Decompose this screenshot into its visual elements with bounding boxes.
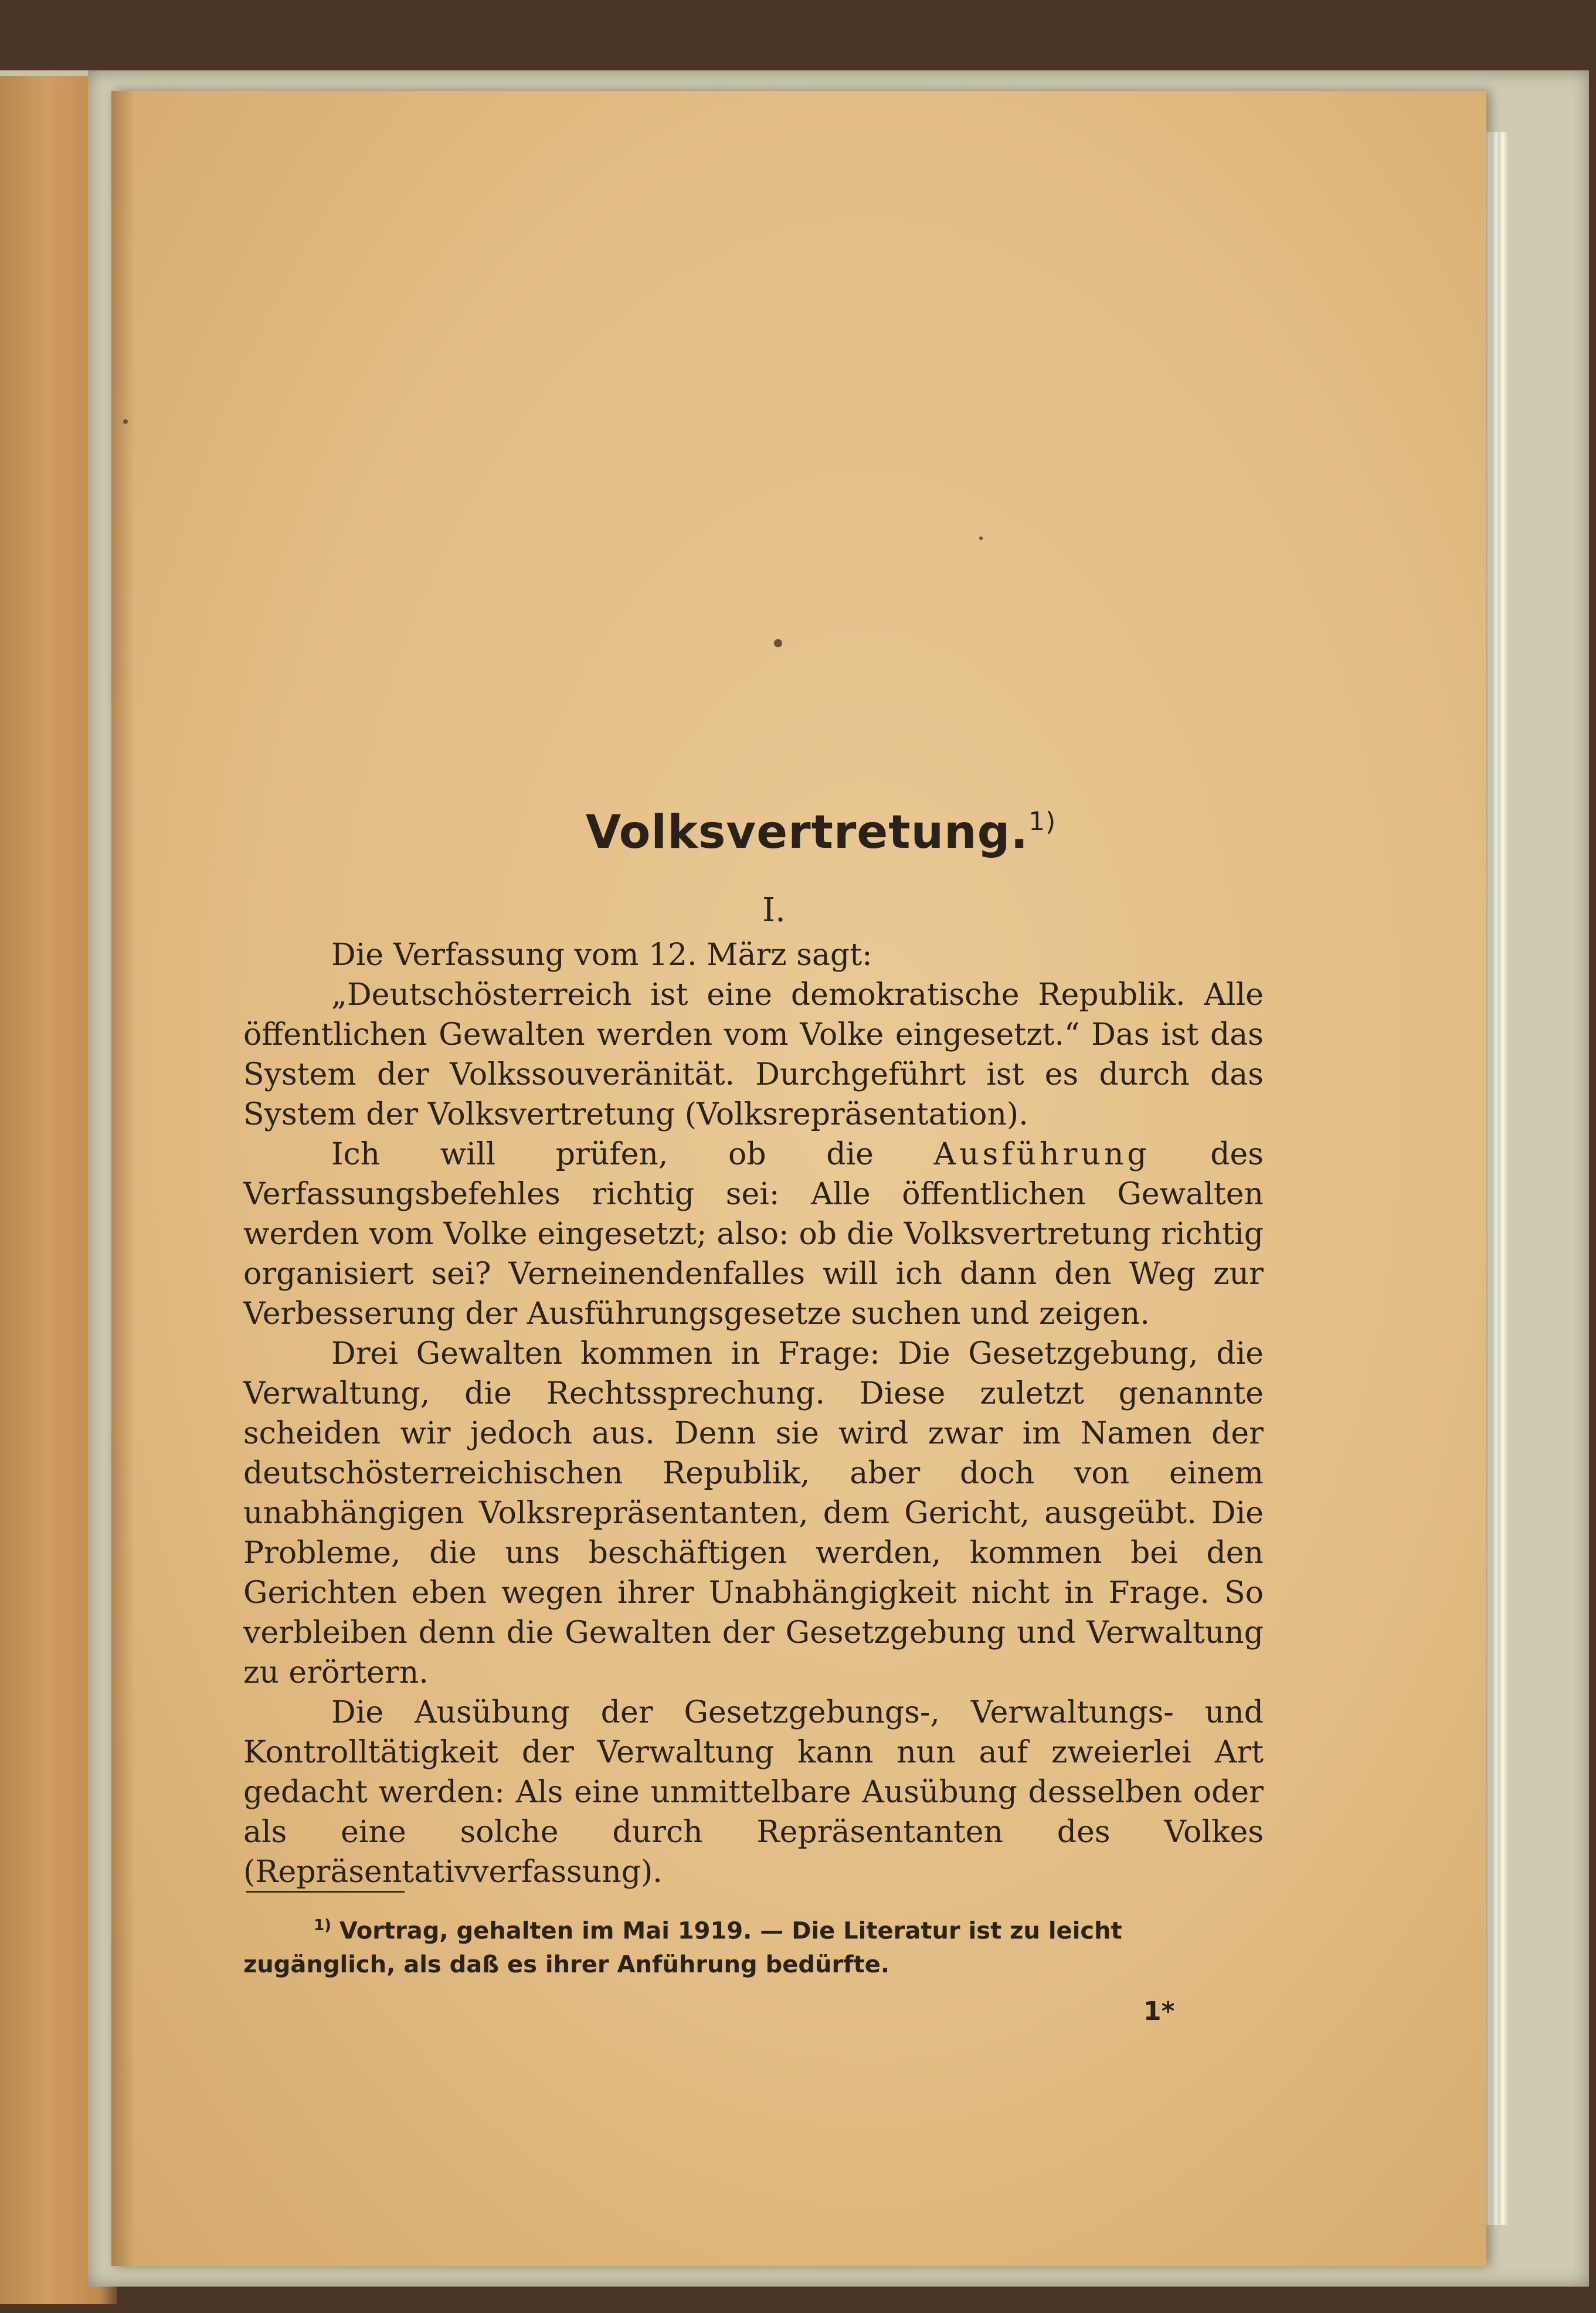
page-number: 1* xyxy=(1143,1996,1175,2026)
emphasized-word: Ausführung xyxy=(933,1137,1150,1172)
paper-speck xyxy=(123,419,128,424)
book-page xyxy=(111,91,1486,2266)
paragraph: Die Ausübung der Gesetzgebungs-, Verwaltungs- und Kontrolltätigkeit der Verwaltung kann nun auf zweierlei Art gedacht werden: Als eine unmittelbare Ausübung desselben oder als eine solche durch Repräsentanten des Volkes (Repräsentativverfassung). xyxy=(243,1695,1264,1890)
footnote-text: Vortrag, gehalten im Mai 1919. — Die Literatur ist zu leicht zugänglich, als daß es ihrer Anführung bedürfte. xyxy=(243,1917,1122,1979)
paragraph: Drei Gewalten kommen in Frage: Die Gesetzgebung, die Verwaltung, die Rechtssprechung. Diese zuletzt genannte scheiden wir jedoch aus. Denn sie wird zwar im Namen der deutschösterreichischen Republik, aber doch von einem unabhängigen Volksrepräsentanten, dem Gericht, ausgeübt. Die Probleme, die uns beschäftigen werden, kommen bei den Gerichten eben wegen ihrer Unabhängigkeit nicht in Frage. So verbleiben denn die Gewalten der Gesetzgebung und Verwaltung zu erörtern. xyxy=(243,1336,1264,1690)
page-stack-edge xyxy=(1483,132,1507,2225)
paragraph: Die Verfassung vom 12. März sagt: xyxy=(331,938,872,973)
footnote-marker: 1) xyxy=(314,1917,331,1934)
paragraph-text: des Verfassungsbefehles richtig sei: Alle öffentlichen Gewalten werden vom Volke eingesetzt; also: ob die Volksvertretung richtig organisiert sei? Verneinendenfalles will ich dann den Weg zur Verbesserung der Ausführungsgesetze suchen und zeigen. xyxy=(243,1137,1264,1332)
chapter-title-text: Volksvertretung. xyxy=(585,806,1029,859)
footnote xyxy=(243,1908,1264,1982)
section-number: I. xyxy=(762,891,786,929)
paper-speck xyxy=(979,536,983,540)
page-gutter xyxy=(111,91,135,2266)
paragraph: „Deutschösterreich ist eine demokratische Republik. Alle öffentlichen Gewalten werden vom Volke eingesetzt.“ Das ist das System der Volkssouveränität. Durchgeführt ist es durch das System der Volksvertretung (Volksrepräsentation). xyxy=(243,977,1264,1132)
title-footnote-marker: 1) xyxy=(1028,807,1057,837)
body-text xyxy=(243,935,1264,1892)
footnote-separator xyxy=(246,1891,405,1893)
paper-speck xyxy=(774,639,782,647)
chapter-title xyxy=(557,806,1085,859)
paragraph-text: Ich will prüfen, ob die xyxy=(331,1137,874,1172)
paragraph xyxy=(243,1135,1264,1334)
